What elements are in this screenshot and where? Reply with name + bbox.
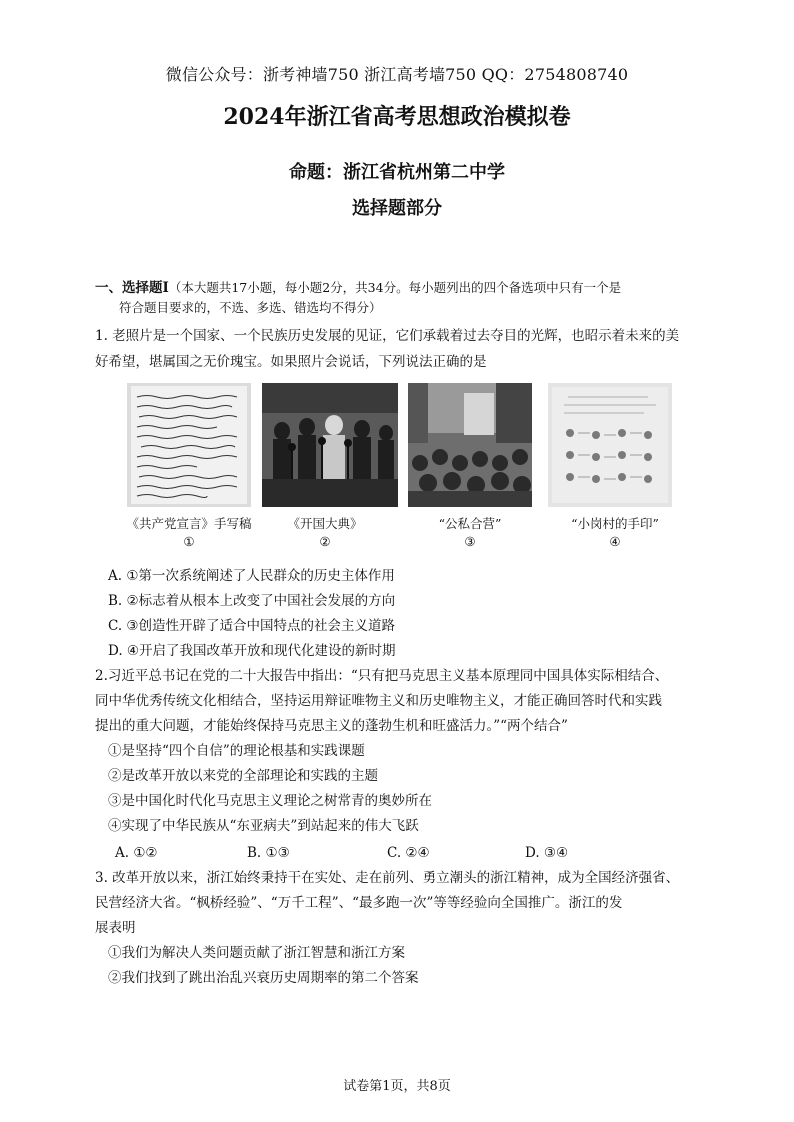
- public-private-partnership-photo: [408, 383, 532, 507]
- q3-stem-line-2: 民营经济大省。“枫桥经验”、“万千工程”、“最多跑一次”等等经验向全国推广。浙江的发: [95, 895, 623, 911]
- part-title: 选择题部分: [352, 198, 442, 219]
- section-title: 一、选择题Ⅰ: [95, 280, 169, 296]
- q2-item-1: ①是坚持“四个自信”的理论根基和实践课题: [108, 743, 365, 759]
- q3-stem-line-3: 展表明: [95, 920, 136, 936]
- xiaogang-fingerprints-photo: [548, 383, 672, 507]
- q3-stem-line-1: 3. 改革开放以来，浙江始终秉持干在实处、走在前列、勇立潮头的浙江精神，成为全国经济强省、: [95, 870, 680, 886]
- q3-stem: [95, 868, 679, 943]
- q2-option-b: B. ①③: [247, 845, 290, 861]
- section-note-2: 符合题目要求的，不选、多选、错选均不得分）: [119, 300, 382, 315]
- photo-caption-3-text: “公私合营”: [438, 516, 502, 531]
- q1-stem-line-1: 1. 老照片是一个国家、一个民族历史发展的见证，它们承载着过去夺目的光辉，也昭示着未来的美: [95, 328, 680, 344]
- q1-stem-line-2: 好希望，堪属国之无价瑰宝。如果照片会说话，下列说法正确的是: [95, 354, 487, 370]
- photo-caption-2: [250, 515, 400, 551]
- section-note-1: （本大题共17小题，每小题2分，共34分。每小题列出的四个备选项中只有一个是: [168, 280, 622, 295]
- q2-stem-line-1: 2.习近平总书记在党的二十大报告中指出：“只有把马克思主义基本原理同中国具体实际相结合、: [95, 668, 669, 684]
- q2-option-c: C. ②④: [387, 845, 430, 861]
- page-footer: 试卷第1页，共8页: [343, 1079, 451, 1094]
- q1-option-b: B. ②标志着从根本上改变了中国社会发展的方向: [108, 593, 396, 609]
- q1-option-a: A. ①第一次系统阐述了人民群众的历史主体作用: [108, 568, 395, 584]
- photo-caption-4-num: ④: [609, 534, 621, 549]
- photo-caption-4: [540, 515, 690, 551]
- q1-stem: [95, 326, 679, 372]
- q2-option-a: A. ①②: [115, 845, 158, 861]
- q2-stem-line-2: 同中华优秀传统文化相结合，坚持运用辩证唯物主义和历史唯物主义，才能正确回答时代和实践: [95, 693, 662, 709]
- photo-caption-1: [107, 515, 271, 551]
- founding-ceremony-photo: [262, 383, 398, 507]
- q2-option-d: D. ③④: [525, 845, 569, 861]
- photo-caption-3-num: ③: [464, 534, 476, 549]
- q2-stem: [95, 666, 668, 741]
- q1-option-c: C. ③创造性开辟了适合中国特点的社会主义道路: [108, 618, 396, 634]
- q2-stem-line-3: 提出的重大问题，才能始终保持马克思主义的蓬勃生机和旺盛活力。”“两个结合”: [95, 718, 568, 734]
- q1-options: [108, 566, 396, 666]
- q3-item-1: ①我们为解决人类问题贡献了浙江智慧和浙江方案: [108, 945, 405, 961]
- q3-item-2: ②我们找到了跳出治乱兴衰历史周期率的第二个答案: [108, 970, 419, 986]
- q3-items: [108, 943, 419, 993]
- q2-item-2: ②是改革开放以来党的全部理论和实践的主题: [108, 768, 378, 784]
- photo-caption-1-num: ①: [183, 534, 195, 549]
- header-contact-line: 微信公众号：浙考神墙750 浙江高考墙750 QQ：2754808740: [165, 65, 629, 84]
- photo-caption-4-text: “小岗村的手印”: [571, 516, 659, 531]
- page-subtitle: 命题：浙江省杭州第二中学: [289, 162, 505, 183]
- photo-caption-1-text: 《共产党宣言》手写稿: [126, 516, 252, 531]
- section-heading: [95, 278, 621, 318]
- page-title: 2024年浙江省高考思想政治模拟卷: [223, 104, 571, 130]
- q1-option-d: D. ④开启了我国改革开放和现代化建设的新时期: [108, 643, 396, 659]
- photo-caption-2-text: 《开国大典》: [287, 516, 363, 531]
- q2-items: [108, 741, 432, 841]
- q2-options: [115, 843, 568, 863]
- photo-caption-2-num: ②: [319, 534, 331, 549]
- manifesto-manuscript-photo: [127, 383, 251, 507]
- q2-item-3: ③是中国化时代化马克思主义理论之树常青的奥妙所在: [108, 793, 432, 809]
- photo-caption-3: [400, 515, 540, 551]
- q2-item-4: ④实现了中华民族从“东亚病夫”到站起来的伟大飞跃: [108, 818, 419, 834]
